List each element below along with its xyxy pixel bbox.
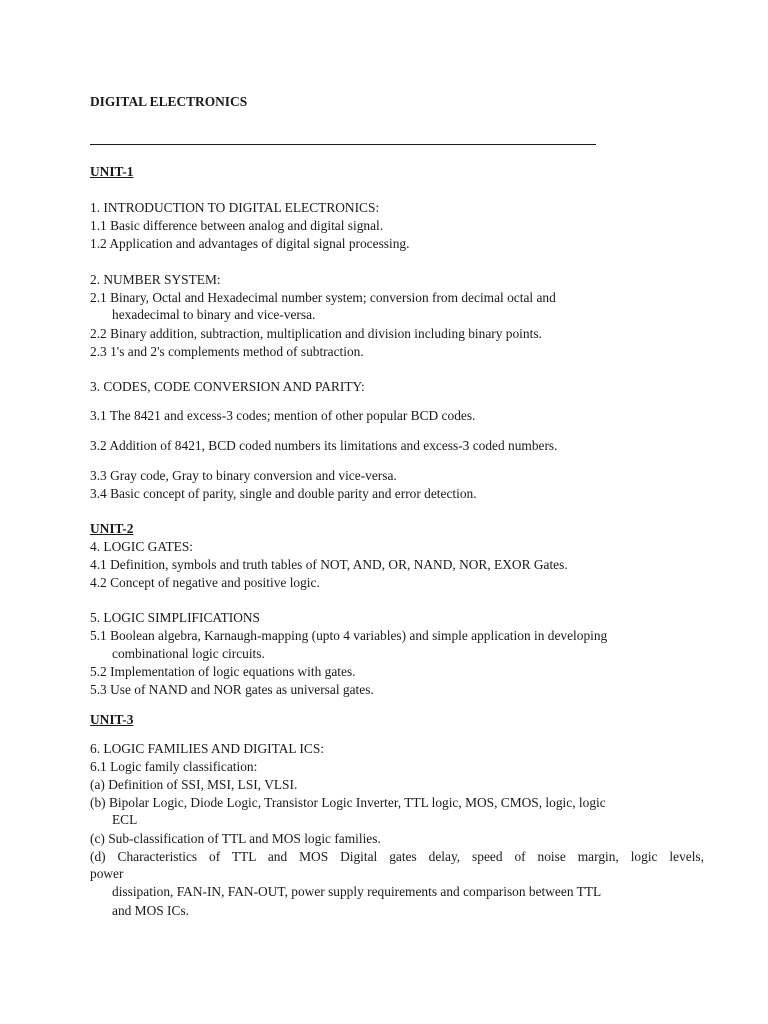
item-6-1-d-cont-3: and MOS ICs. — [112, 903, 190, 918]
item-2-1: 2.1 Binary, Octal and Hexadecimal number system; conversion from decimal octal and — [90, 290, 556, 305]
item-6-1-a: (a) Definition of SSI, MSI, LSI, VLSI. — [90, 777, 298, 792]
item-6-1-d-cont: power — [90, 866, 124, 881]
item-4-2: 4.2 Concept of negative and positive logic. — [90, 575, 320, 590]
title-divider — [90, 144, 596, 145]
item-5-2: 5.2 Implementation of logic equations with gates. — [90, 664, 356, 679]
item-1-2: 1.2 Application and advantages of digital signal processing. — [90, 236, 410, 251]
item-4-1: 4.1 Definition, symbols and truth tables of NOT, AND, OR, NAND, NOR, EXOR Gates. — [90, 557, 568, 572]
item-1-1: 1.1 Basic difference between analog and digital signal. — [90, 218, 384, 233]
item-3-4: 3.4 Basic concept of parity, single and double parity and error detection. — [90, 486, 477, 501]
item-6-1-b-cont: ECL — [112, 812, 138, 827]
item-6-1-b: (b) Bipolar Logic, Diode Logic, Transistor Logic Inverter, TTL logic, MOS, CMOS, logic, logic — [90, 795, 606, 810]
section-1-title: 1. INTRODUCTION TO DIGITAL ELECTRONICS: — [90, 200, 380, 215]
unit-3-heading: UNIT-3 — [90, 712, 134, 727]
document-title: DIGITAL ELECTRONICS — [90, 94, 248, 109]
item-5-3: 5.3 Use of NAND and NOR gates as universal gates. — [90, 682, 374, 697]
section-5-title: 5. LOGIC SIMPLIFICATIONS — [90, 610, 260, 625]
item-5-1-cont: combinational logic circuits. — [112, 646, 265, 661]
item-2-2: 2.2 Binary addition, subtraction, multiplication and division including binary points. — [90, 326, 542, 341]
item-6-1-d-cont-2: dissipation, FAN-IN, FAN-OUT, power supply requirements and comparison between TTL — [112, 884, 602, 899]
item-2-3: 2.3 1's and 2's complements method of subtraction. — [90, 344, 364, 359]
section-4-title: 4. LOGIC GATES: — [90, 539, 194, 554]
section-3-title: 3. CODES, CODE CONVERSION AND PARITY: — [90, 379, 365, 394]
item-5-1: 5.1 Boolean algebra, Karnaugh-mapping (upto 4 variables) and simple application in developing — [90, 628, 608, 643]
item-6-1-c: (c) Sub-classification of TTL and MOS logic families. — [90, 831, 381, 846]
unit-2-heading: UNIT-2 — [90, 521, 134, 536]
item-3-1: 3.1 The 8421 and excess-3 codes; mention of other popular BCD codes. — [90, 408, 476, 423]
item-3-2: 3.2 Addition of 8421, BCD coded numbers its limitations and excess-3 coded numbers. — [90, 438, 558, 453]
item-3-3: 3.3 Gray code, Gray to binary conversion and vice-versa. — [90, 468, 397, 483]
section-6-title: 6. LOGIC FAMILIES AND DIGITAL ICS: — [90, 741, 324, 756]
item-6-1-d: (d) Characteristics of TTL and MOS Digital gates delay, speed of noise margin, logic levels, — [90, 849, 704, 864]
item-6-1: 6.1 Logic family classification: — [90, 759, 258, 774]
item-2-1-cont: hexadecimal to binary and vice-versa. — [112, 307, 316, 322]
unit-1-heading: UNIT-1 — [90, 164, 134, 179]
section-2-title: 2. NUMBER SYSTEM: — [90, 272, 221, 287]
